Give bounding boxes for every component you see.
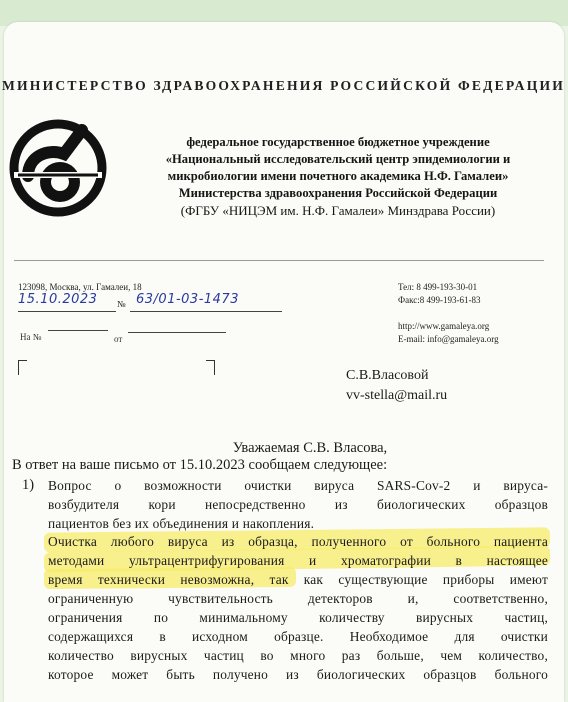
ref-underline — [48, 330, 108, 331]
body-line: ограниченную чувствительность детекторов и, соответственно, — [48, 591, 548, 606]
number-label: № — [117, 299, 126, 309]
body-line: которое может быть получено из биологических образцов больного — [48, 667, 548, 682]
recipient-email: vv-stella@mail.ru — [346, 388, 448, 403]
org-line: федеральное государственное бюджетное учреждение — [186, 135, 490, 149]
recipient — [346, 366, 447, 406]
body-line: методами ультрацентрифугирования и хроматографии в настоящее — [48, 553, 548, 568]
address: 123098, Москва, ул. Гамалеи, 18 — [18, 282, 142, 292]
from-label: от — [114, 334, 123, 344]
handwritten-date: 15.10.2023 — [18, 292, 98, 307]
date-underline — [18, 311, 116, 312]
body-line: Вопрос о возможности очистки вируса SARS-Cov-2 и вируса- — [48, 478, 548, 493]
organization-block — [116, 134, 560, 219]
body-line: Очистка любого вируса из образца, полученного от больного пациента — [48, 534, 548, 549]
email: E-mail: info@gamaleya.org — [398, 333, 499, 344]
fax: Факс:8 499-193-61-83 — [398, 294, 481, 305]
body-line: количество вирусных частиц во много раз больше, чем количество, — [48, 648, 548, 663]
recipient-name: С.В.Власовой — [346, 368, 429, 383]
gamaleya-logo — [8, 118, 108, 218]
org-line: микробиологии имени почетного академика Н.Ф. Гамалеи» — [167, 169, 509, 183]
address-bracket-left — [18, 360, 27, 375]
body-line: пациентов без их объединения и накопления. — [48, 516, 315, 531]
phone: Тел: 8 499-193-30-01 — [398, 282, 478, 292]
ministry-title: МИНИСТЕРСТВО ЗДРАВООХРАНЕНИЯ РОССИЙСКОЙ ФЕДЕРАЦИИ — [2, 78, 566, 93]
greeting: Уважаемая С.В. Власова, — [232, 440, 388, 456]
address-bracket-right — [206, 360, 215, 375]
body-line: ограничения по минимальному количеству вирусных частиц, — [48, 610, 548, 625]
org-line: Министерства здравоохранения Российской Федерации — [178, 186, 498, 200]
intro: В ответ на ваше письмо от 15.10.2023 сообщаем следующее: — [12, 457, 388, 473]
item-number: 1) — [22, 477, 35, 493]
org-line: «Национальный исследовательский центр эпидемиологии и — [165, 152, 511, 166]
contacts — [398, 281, 481, 306]
org-abbreviation: (ФГБУ «НИЦЭМ им. Н.Ф. Гамалеи» Минздрава России) — [180, 203, 496, 218]
body-line: возбудителя кори непосредственно из биологических образцов — [48, 497, 548, 512]
body-line: время технически невозможна, так как существующие приборы имеют — [48, 572, 548, 587]
body-line: содержащихся в исходном образце. Необходимое для очистки — [48, 629, 548, 644]
header-divider — [14, 260, 544, 261]
ref-label: На № — [20, 332, 42, 342]
from-underline — [128, 332, 226, 333]
web-contacts — [398, 320, 499, 345]
handwritten-number: 63/01-03-1473 — [136, 292, 239, 307]
website: http://www.gamaleya.org — [398, 321, 490, 331]
number-underline — [130, 311, 282, 312]
